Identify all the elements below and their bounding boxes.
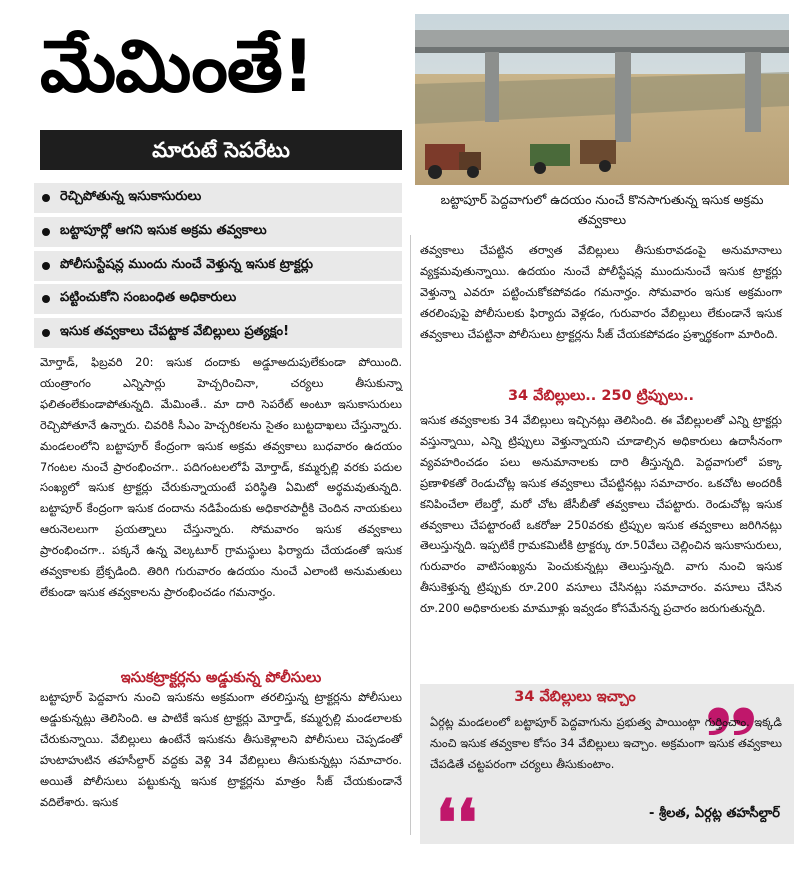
article-paragraph-2: బట్టాపూర్ పెద్దవాగు నుంచి ఇసుకను అక్రమంగా తరలిస్తున్న ట్రాక్టర్లను పోలీసులు అడ్డుకున్నట్లు తెలిసింది. ఆ పాటికే ఇసుక ట్రాక్టర్లు మోర్తాడ్, కమ్మర్పల్లి మండలాలకు చేరుకున్నాయి. వేబిల్లులు ఉంటేనే ఇసుకను తీసుకెళ్లాలని పోలీసులు చెప్పడంతో హుటాహుటిన తహసీల్దార్ వద్దకు వెళ్లి 34 వేబిల్లులు తీసుకున్నట్లు సమాచారం. అయితే పోలీసులు పట్టుకున్న ఇసుక ట్రాక్టర్లను మాత్రం సీజ్ చేయకుండానే వదిలేశారు. ఇసుక bbox=[40, 690, 402, 809]
bullet-text: బట్టాపూర్లో ఆగని ఇసుక అక్రమ తవ్వకాలు bbox=[60, 222, 267, 238]
bullet-dot-icon bbox=[42, 262, 50, 270]
article-paragraph-1: మోర్తాడ్, ఫిబ్రవరి 20: ఇసుక దందాకు అడ్డూఅదుపులేకుండా పోయింది. యంత్రాంగం ఎన్నిసార్లు హెచ్చరించినా, చర్యలు తీసుకున్నా ఫలితంలేకుండాపోతున్నది. మేమింతే.. మా దారి సెపరేట్ అంటూ ఇసుకాసురులు రెచ్చిపోతూనే ఉన్నారు. చివరికి సీఎం హెచ్చరికలను సైతం బుట్టదాఖలు చేస్తున్నారు. మండలంలోని బట్టాపూర్ కేంద్రంగా ఇసుక అక్రమ తవ్వకాలు బుధవారం ఉదయం 7గంటల నుంచే ప్రారంభించగా.. పదిగంటలలోపే మోర్తాడ్, కమ్మర్పల్లి వరకు పదుల సంఖ్యలో ఇసుక ట్రాక్టర్లు చేరుకున్నాయంటే పరిస్థితి ఏమిటో అర్థమవుతున్నది. బట్టాపూర్ కేంద్రంగా ఇసుక దందాను నడిపేందుకు అధికారపార్టీకి చెందిన నాయకులు ఆరునెలలుగా ప్రయత్నాలు చేస్తున్నారు. సోమవారం ఇసుక తవ్వకాలు ప్రారంభించగా.. పక్కనే ఉన్న వెల్కటూర్ గ్రామస్థులు ఫిర్యాదు చేయడంతో ఇసుక తవ్వకాలకు బ్రేక్పడింది. తిరిగి గురువారం ఉదయం నుంచే ఎలాంటి అనుమతులు లేకుండా ఇసుక తవ్వకాలను ప్రారంభించడం గమనార్హం. bbox=[40, 355, 402, 599]
bridge-river-photo bbox=[415, 14, 789, 185]
article-paragraph-4: ఇసుక తవ్వకాలకు 34 వేబిల్లులు ఇచ్చినట్లు తెలిసింది. ఈ వేబిల్లులతో ఎన్ని ట్రాక్టర్లు వస్తున్నాయి, ఎన్ని ట్రిప్పులు వెళ్తున్నాయని చూడాల్సిన అధికారులు ఉదాసీనంగా వ్యవహరించడం పలు అనుమానాలకు దారి తీస్తున్నది. పెద్దవాగులో పక్కా ప్రణాళికతో రెండుచోట్ల ఇసుక తవ్వకాలు చేపట్టినట్లు సమాచారం. ఒకచోట అందరికీ కనిపించేలా లేబర్తో, మరో చోట జేసీబీతో తవ్వకాలు చేపట్టారు. రెండుచోట్ల ఇసుక తవ్వకాలు చేపట్టారంటే ఒకరోజు 250వరకు ట్రిప్పుల ఇసుక తవ్వకాలు జరిగినట్లు తెలుస్తున్నది. ఇప్పటికే గ్రామకమిటీకి ట్రాక్టర్కు రూ.50వేలు చెల్లించిన ఇసుకాసురులు, గురువారం వాటిసంఖ్యను పెంచుకున్నట్లు తెలుస్తున్నది. వాగు నుంచి ఇసుక తీసుకెళ్తున్న ట్రిప్పుకు రూ.200 వసూలు చేసినట్లు సమాచారం. వసూలు చేసిన రూ.200 అధికారులకు మామూళ్లు ఇవ్వడం కోసమేనన్న ప్రచారం జరుగుతున్నది. bbox=[420, 413, 782, 616]
bullet-dot-icon bbox=[42, 295, 50, 303]
bullet-text: పట్టించుకోని సంబంధిత అధికారులు bbox=[60, 290, 237, 306]
bullet-dot-icon bbox=[42, 329, 50, 337]
bullet-item bbox=[34, 251, 402, 281]
quote-text: ఏర్గట్ల మండలంలో బట్టాపూర్ పెద్దవాగును ప్రభుత్వ పాయింట్గా గుర్తించాం. ఇక్కడి నుంచి ఇసుక తవ్వకాల కోసం 34 వేబిల్లులు ఇచ్చాం. అక్రమంగా ఇసుక తవ్వకాలు చేపడితే చట్టపరంగా చర్యలు తీసుకుంటాం. bbox=[430, 715, 782, 771]
column-divider bbox=[410, 235, 411, 835]
quote-title: 34 వేబిల్లులు ఇచ్చాం bbox=[514, 689, 636, 705]
headline: మేమింతే! bbox=[40, 24, 314, 108]
quote-close-icon: ❛❛ bbox=[436, 786, 478, 861]
quote-signature: - శ్రీలత, ఏర్గట్ల తహసీల్దార్ bbox=[649, 806, 780, 821]
bullet-text: రెచ్చిపోతున్న ఇసుకాసురులు bbox=[60, 189, 202, 204]
section-subhead-waybills: 34 వేబిల్లులు.. 250 ట్రిప్పులు.. bbox=[507, 388, 695, 404]
bullet-item bbox=[34, 217, 402, 247]
article-paragraph-3: తవ్వకాలు చేపట్టిన తర్వాత వేబిల్లులు తీసుకురావడంపై అనుమానాలు వ్యక్తమవుతున్నాయి. ఉదయం నుంచే పోలీస్టేషన్ల ముందునుంచే ఇసుక ట్రాక్టర్లు వెళ్తున్నా ఎవరూ పట్టించుకోకపోవడం గమనార్హం. సోమవారం ఇసుక అక్రమంగా తరలింపుపై పోలీసులకు ఫిర్యాదు వెళ్లడం, గురువారం వేబిల్లులు లేకుండానే ఇసుక తవ్వకాలు చేపట్టినా పోలీసులు ట్రాక్టర్లను సీజ్ చేయకపోవడం ప్రశ్నార్థకంగా మారింది. bbox=[420, 243, 782, 341]
bullet-text: ఇసుక తవ్వకాలు చేపట్టాక వేబిల్లులు ప్రత్యక్షం! bbox=[60, 324, 290, 340]
bullet-list bbox=[34, 183, 402, 352]
news-photo bbox=[415, 14, 789, 185]
photo-caption: బట్టాపూర్ పెద్దవాగులో ఉదయం నుంచే కొనసాగుతున్న ఇసుక అక్రమ తవ్వకాలు bbox=[440, 192, 764, 227]
bullet-dot-icon bbox=[42, 194, 50, 202]
bullet-item bbox=[34, 183, 402, 213]
section-subhead-police: ఇసుకట్రాక్టర్లను అడ్డుకున్న పోలీసులు bbox=[120, 670, 322, 686]
quote-open-icon: ❟❟ bbox=[706, 662, 757, 737]
subheadline-bar: మారుటే సెపరేటు bbox=[40, 130, 402, 170]
bullet-item bbox=[34, 318, 402, 348]
bullet-text: పోలీసుస్టేషన్ల ముందు నుంచే వెళ్తున్న ఇసుక ట్రాక్టర్లు bbox=[60, 256, 313, 272]
bullet-item bbox=[34, 284, 402, 314]
bullet-dot-icon bbox=[42, 228, 50, 236]
